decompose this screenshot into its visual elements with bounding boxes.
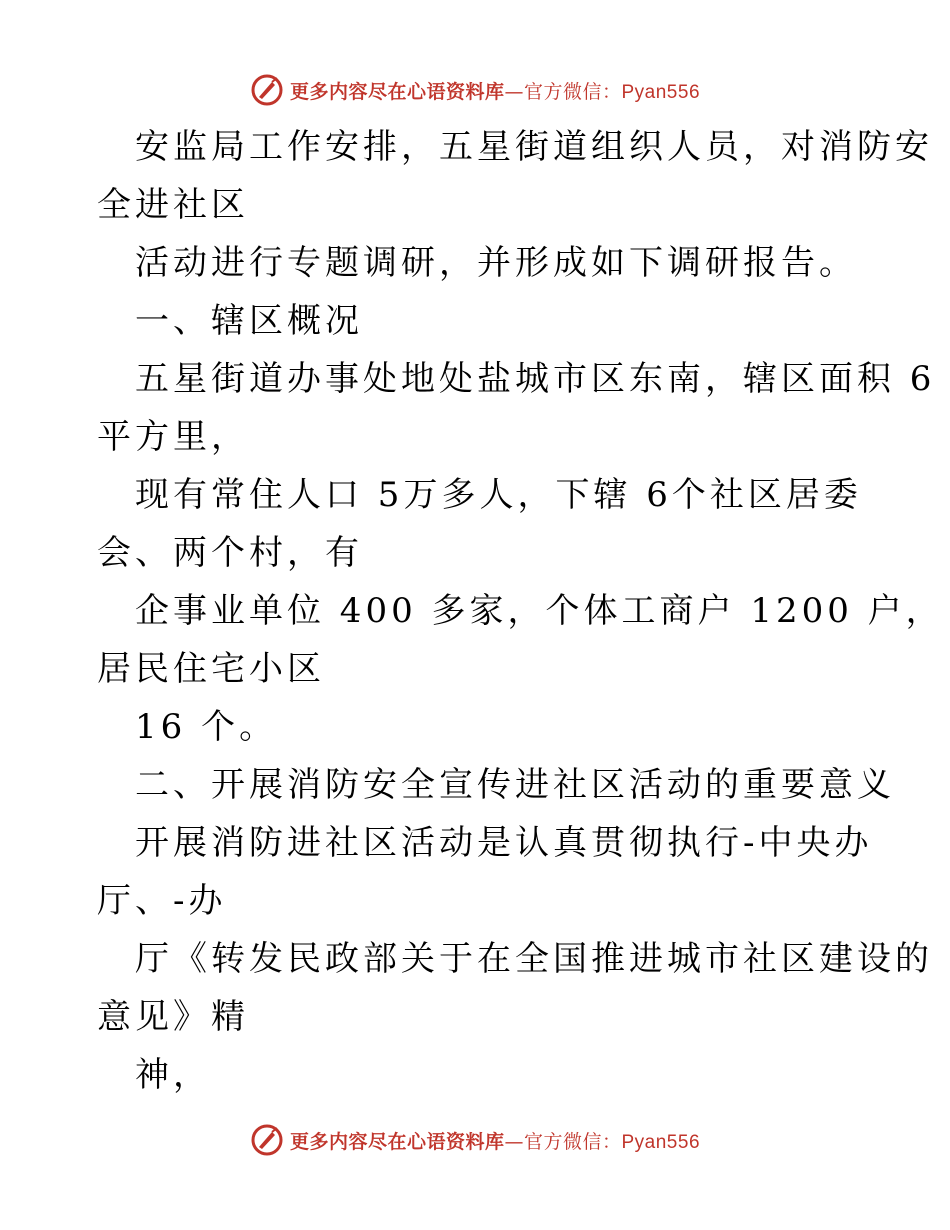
quill-logo-icon: [250, 1123, 284, 1157]
text-line: 意见》精: [97, 997, 249, 1037]
watermark-main-text: 更多内容尽在心语资料库: [289, 80, 505, 103]
watermark-id-text: Pyan556: [621, 1131, 701, 1153]
section-heading: 一、辖区概况: [135, 301, 363, 341]
watermark-dash: —: [504, 80, 524, 103]
text-line: 会、两个村，有: [97, 533, 363, 573]
text-line: 活动进行专题调研，并形成如下调研报告。: [135, 243, 857, 283]
section-heading: 二、开展消防安全宣传进社区活动的重要意义: [135, 765, 895, 805]
watermark-main-text: 更多内容尽在心语资料库: [289, 1130, 505, 1153]
text-line: 安监局工作安排，五星街道组织人员，对消防安: [135, 127, 933, 167]
header-watermark: [0, 70, 950, 110]
text-line: 平方里，: [97, 417, 249, 457]
document-body: [97, 118, 944, 1104]
watermark-dash: —: [504, 1130, 524, 1153]
watermark-sub-text: 官方微信：: [523, 1130, 622, 1153]
watermark-id-text: Pyan556: [621, 81, 701, 103]
quill-logo-icon: [250, 73, 284, 107]
footer-watermark: [0, 1120, 950, 1160]
text-line: 厅、-办: [97, 881, 227, 921]
text-line: 厅《转发民政部关于在全国推进城市社区建设的: [135, 939, 933, 979]
text-line: 五星街道办事处地处盐城市区东南，辖区面积 6: [135, 359, 936, 399]
text-line: 16 个。: [135, 707, 278, 747]
text-line: 全进社区: [97, 185, 249, 225]
text-line: 居民住宅小区: [97, 649, 325, 689]
text-line: 企事业单位 400 多家，个体工商户 1200 户，: [135, 591, 944, 631]
watermark-sub-text: 官方微信：: [523, 80, 622, 103]
text-line: 神，: [135, 1055, 211, 1095]
text-line: 开展消防进社区活动是认真贯彻执行-中央办: [135, 823, 873, 863]
text-line: 现有常住人口 5万多人，下辖 6个社区居委: [135, 475, 862, 515]
